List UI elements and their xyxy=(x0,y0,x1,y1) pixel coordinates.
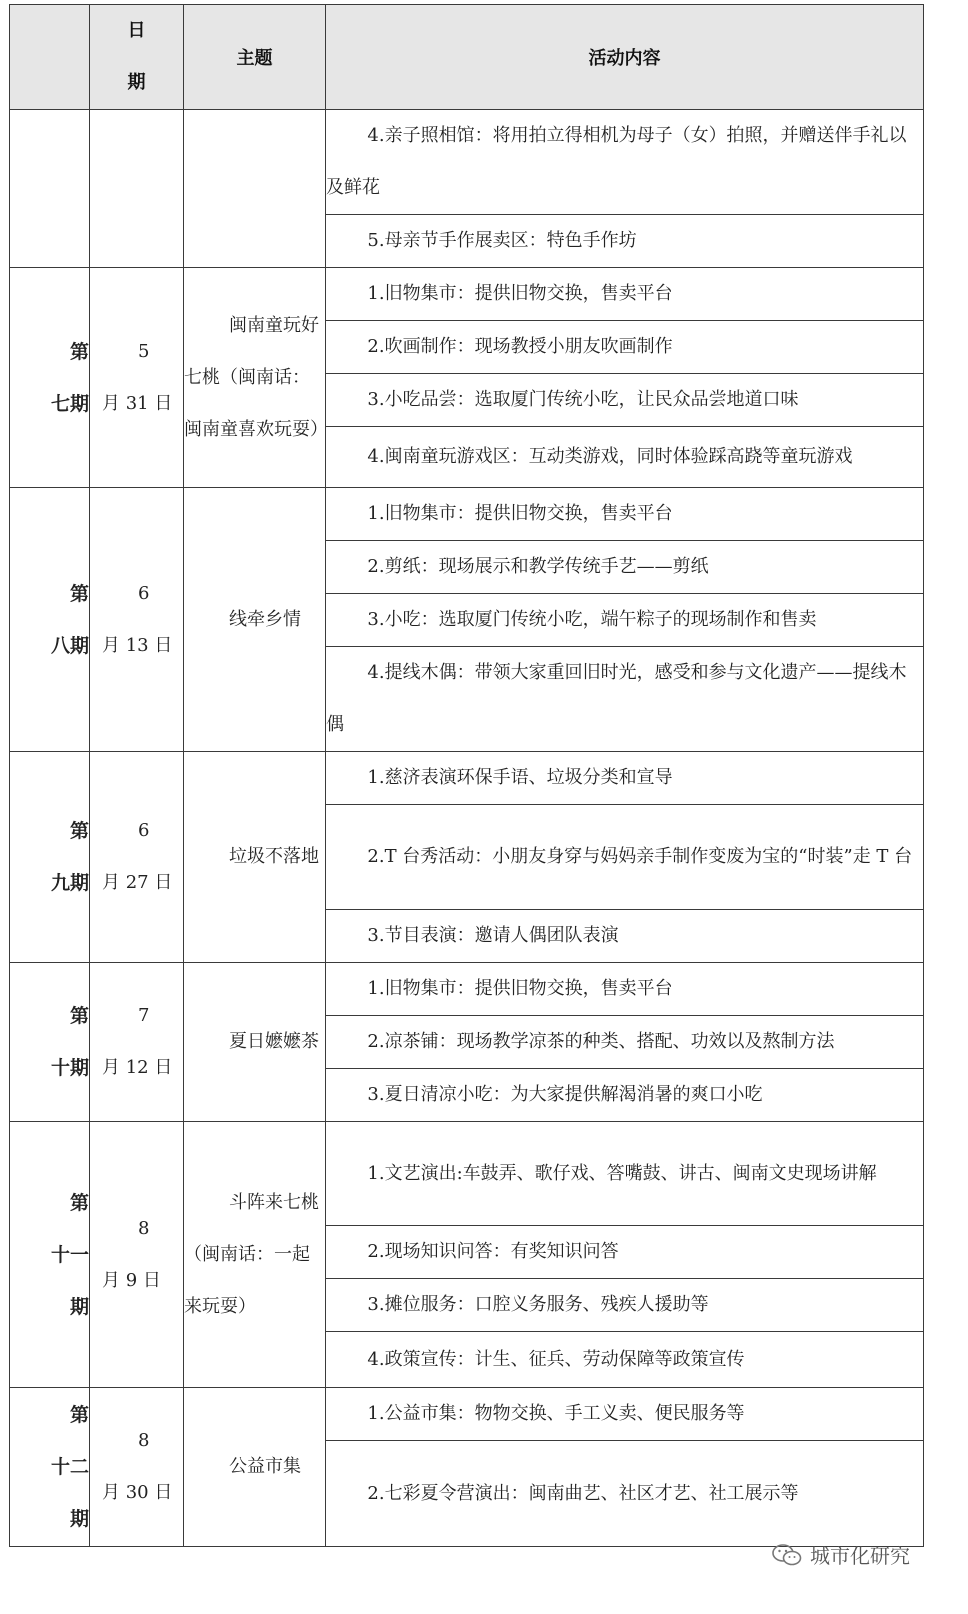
period-cell: 第 九期 xyxy=(10,752,90,963)
activity-cell: 2.剪纸：现场展示和教学传统手艺——剪纸 xyxy=(326,541,924,594)
date-cell: 6 月 27 日 xyxy=(90,752,184,963)
activity-cell: 3.夏日清凉小吃：为大家提供解渴消暑的爽口小吃 xyxy=(326,1069,924,1122)
header-date: 日 期 xyxy=(90,5,184,110)
activity-cell: 4.提线木偶：带领大家重回旧时光，感受和参与文化遗产——提线木偶 xyxy=(326,647,924,752)
theme-cell: 斗阵来七桃（闽南话：一起来玩耍） xyxy=(184,1122,326,1388)
watermark xyxy=(772,1540,910,1569)
activity-cell: 1.公益市集：物物交换、手工义卖、便民服务等 xyxy=(326,1388,924,1441)
period-cell xyxy=(10,110,90,268)
table-row xyxy=(10,963,924,1016)
theme-cell: 闽南童玩好七桃（闽南话：闽南童喜欢玩耍） xyxy=(184,268,326,488)
table-row xyxy=(10,488,924,541)
activity-cell: 4.亲子照相馆：将用拍立得相机为母子（女）拍照，并赠送伴手礼以及鲜花 xyxy=(326,110,924,215)
activity-cell: 1.旧物集市：提供旧物交换，售卖平台 xyxy=(326,963,924,1016)
theme-cell: 公益市集 xyxy=(184,1388,326,1547)
header-period xyxy=(10,5,90,110)
header-activities: 活动内容 xyxy=(326,5,924,110)
wechat-icon xyxy=(772,1543,802,1567)
activity-cell: 1.旧物集市：提供旧物交换，售卖平台 xyxy=(326,488,924,541)
activity-cell: 3.小吃品尝：选取厦门传统小吃，让民众品尝地道口味 xyxy=(326,374,924,427)
activity-cell: 5.母亲节手作展卖区：特色手作坊 xyxy=(326,215,924,268)
activity-cell: 3.节目表演：邀请人偶团队表演 xyxy=(326,910,924,963)
table-header-row xyxy=(10,5,924,110)
activity-cell: 4.政策宣传：计生、征兵、劳动保障等政策宣传 xyxy=(326,1332,924,1388)
table-row xyxy=(10,268,924,321)
header-theme: 主题 xyxy=(184,5,326,110)
date-cell: 8 月 9 日 xyxy=(90,1122,184,1388)
period-cell: 第 十二 期 xyxy=(10,1388,90,1547)
date-cell: 6 月 13 日 xyxy=(90,488,184,752)
table-row xyxy=(10,110,924,215)
activity-cell: 2.现场知识问答：有奖知识问答 xyxy=(326,1226,924,1279)
theme-cell: 夏日嬷嬷茶 xyxy=(184,963,326,1122)
activity-cell: 2.T 台秀活动：小朋友身穿与妈妈亲手制作变废为宝的“时装”走 T 台 xyxy=(326,805,924,910)
theme-cell: 线牵乡情 xyxy=(184,488,326,752)
date-cell: 5 月 31 日 xyxy=(90,268,184,488)
table-row xyxy=(10,752,924,805)
activity-cell: 3.摊位服务：口腔义务服务、残疾人援助等 xyxy=(326,1279,924,1332)
period-cell: 第 十期 xyxy=(10,963,90,1122)
activity-cell: 2.吹画制作：现场教授小朋友吹画制作 xyxy=(326,321,924,374)
period-cell: 第 十一 期 xyxy=(10,1122,90,1388)
activity-cell: 1.文艺演出:车鼓弄、歌仔戏、答嘴鼓、讲古、闽南文史现场讲解 xyxy=(326,1122,924,1226)
period-cell: 第 八期 xyxy=(10,488,90,752)
activity-cell: 2.凉茶铺：现场教学凉茶的种类、搭配、功效以及熬制方法 xyxy=(326,1016,924,1069)
date-cell xyxy=(90,110,184,268)
table-row xyxy=(10,1388,924,1441)
date-cell: 8 月 30 日 xyxy=(90,1388,184,1547)
watermark-text: 城市化研究 xyxy=(810,1544,910,1568)
theme-cell: 垃圾不落地 xyxy=(184,752,326,963)
activity-cell: 3.小吃：选取厦门传统小吃，端午粽子的现场制作和售卖 xyxy=(326,594,924,647)
date-cell: 7 月 12 日 xyxy=(90,963,184,1122)
activity-cell: 2.七彩夏令营演出：闽南曲艺、社区才艺、社工展示等 xyxy=(326,1441,924,1547)
activity-cell: 1.旧物集市：提供旧物交换，售卖平台 xyxy=(326,268,924,321)
activity-schedule-table xyxy=(9,4,924,1547)
activity-cell: 4.闽南童玩游戏区：互动类游戏，同时体验踩高跷等童玩游戏 xyxy=(326,427,924,488)
period-cell: 第 七期 xyxy=(10,268,90,488)
table-row xyxy=(10,1122,924,1226)
theme-cell xyxy=(184,110,326,268)
activity-cell: 1.慈济表演环保手语、垃圾分类和宣导 xyxy=(326,752,924,805)
